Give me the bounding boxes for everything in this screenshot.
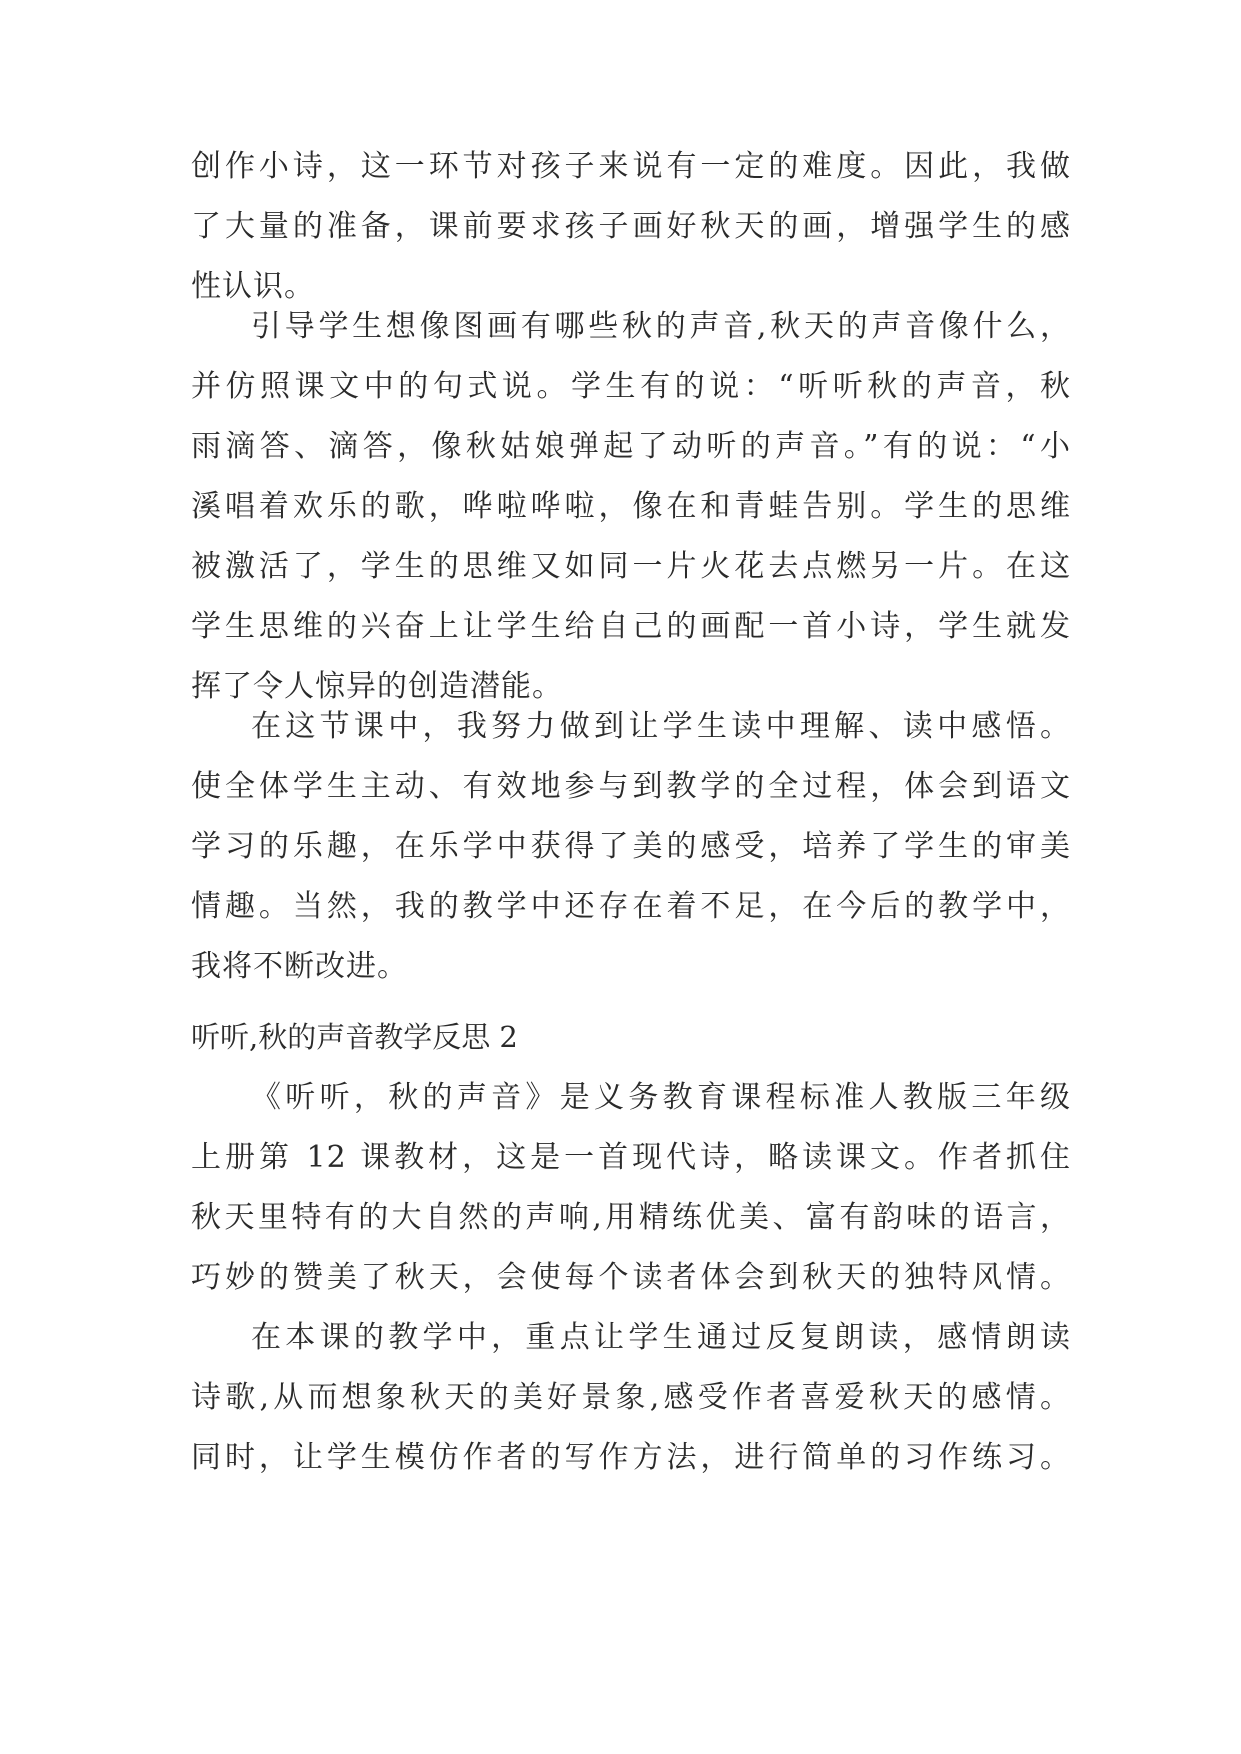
- paragraph-line: 性认识。: [191, 269, 315, 304]
- paragraph-line: 秋天里特有的大自然的声响,用精练优美、富有韵味的语言，: [191, 1200, 1071, 1235]
- paragraph-1: [191, 137, 1071, 317]
- paragraph-line: 在这节课中，我努力做到让学生读中理解、读中感悟。: [251, 709, 1071, 744]
- paragraph-line: 挥了令人惊异的创造潜能。: [191, 669, 563, 704]
- paragraph-line: 我将不断改进。: [191, 949, 408, 984]
- paragraph-line: 巧妙的赞美了秋天，会使每个读者体会到秋天的独特风情。: [191, 1260, 1071, 1295]
- paragraph-line: 学习的乐趣，在乐学中获得了美的感受，培养了学生的审美: [191, 829, 1071, 864]
- paragraph-line: 同时，让学生模仿作者的写作方法，进行简单的习作练习。: [191, 1440, 1071, 1475]
- paragraph-4: [191, 1068, 1071, 1308]
- paragraph-line: 上册第 12 课教材，这是一首现代诗，略读课文。作者抓住: [191, 1140, 1071, 1175]
- paragraph-3: [191, 697, 1071, 997]
- paragraph-line: 引导学生想像图画有哪些秋的声音,秋天的声音像什么，: [251, 309, 1071, 344]
- paragraph-line: 诗歌,从而想象秋天的美好景象,感受作者喜爱秋天的感情。: [191, 1380, 1071, 1415]
- paragraph-2: [191, 297, 1071, 717]
- paragraph-line: 学生思维的兴奋上让学生给自己的画配一首小诗，学生就发: [191, 609, 1071, 644]
- paragraph-line: 雨滴答、滴答，像秋姑娘弹起了动听的声音。”有的说：“小: [191, 429, 1071, 464]
- paragraph-line: 被激活了，学生的思维又如同一片火花去点燃另一片。在这: [191, 549, 1071, 584]
- paragraph-line: 了大量的准备，课前要求孩子画好秋天的画，增强学生的感: [191, 209, 1071, 244]
- paragraph-line: 《听听，秋的声音》是义务教育课程标准人教版三年级: [251, 1080, 1071, 1115]
- paragraph-line: 创作小诗，这一环节对孩子来说有一定的难度。因此，我做: [191, 149, 1071, 184]
- paragraph-line: 使全体学生主动、有效地参与到教学的全过程，体会到语文: [191, 769, 1071, 804]
- paragraph-line: 并仿照课文中的句式说。学生有的说：“听听秋的声音，秋: [191, 369, 1071, 404]
- paragraph-line: 溪唱着欢乐的歌，哗啦哗啦，像在和青蛙告别。学生的思维: [191, 489, 1071, 524]
- paragraph-line: 在本课的教学中，重点让学生通过反复朗读，感情朗读: [251, 1320, 1071, 1355]
- section-title: 听听,秋的声音教学反思 2: [191, 1020, 518, 1054]
- paragraph-5: [191, 1308, 1071, 1488]
- section-title-block: [191, 1007, 1071, 1067]
- paragraph-line: 情趣。当然，我的教学中还存在着不足，在今后的教学中，: [191, 889, 1071, 924]
